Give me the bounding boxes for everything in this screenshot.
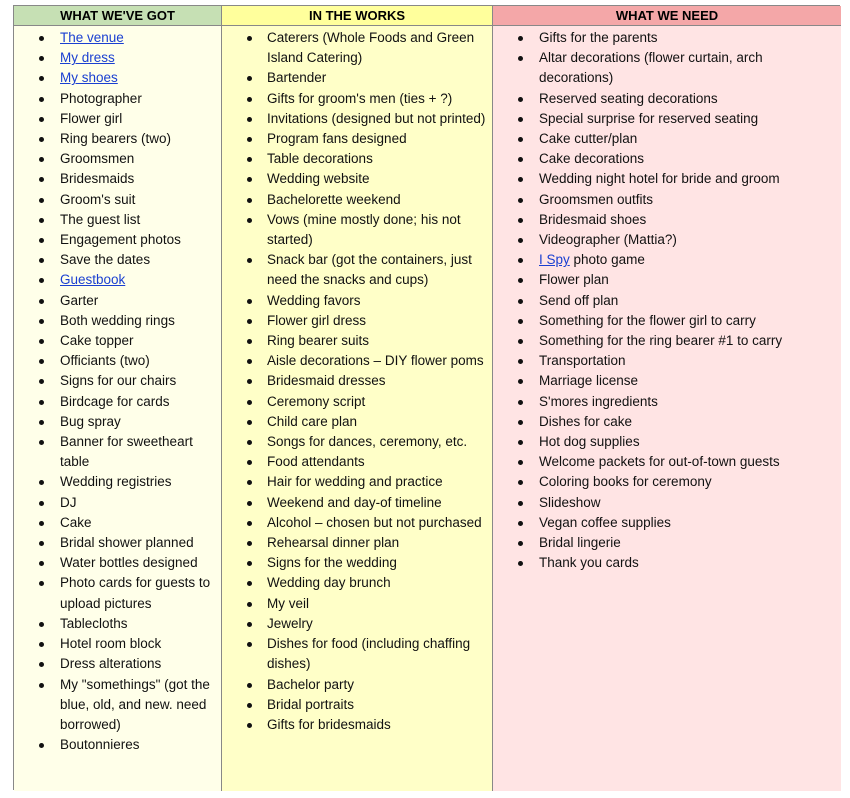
list-item: Hotel room block xyxy=(14,634,221,654)
list-item: Bartender xyxy=(222,68,492,88)
list-item: Bachelorette weekend xyxy=(222,190,492,210)
column-what-weve-got xyxy=(14,26,222,791)
list-item: Slideshow xyxy=(493,493,841,513)
list-item: Marriage license xyxy=(493,371,841,391)
list-item: Special surprise for reserved seating xyxy=(493,109,841,129)
list-item: Transportation xyxy=(493,351,841,371)
shoes-link[interactable]: My shoes xyxy=(60,70,118,86)
list-item: Cake decorations xyxy=(493,149,841,169)
list-item: Jewelry xyxy=(222,614,492,634)
list-item: Water bottles designed xyxy=(14,553,221,573)
list-item: Groomsmen outfits xyxy=(493,190,841,210)
list-item[interactable] xyxy=(493,250,841,270)
list-item: Aisle decorations – DIY flower poms xyxy=(222,351,492,371)
list-item: Alcohol – chosen but not purchased xyxy=(222,513,492,533)
list-item: Bridal portraits xyxy=(222,695,492,715)
list-item: Gifts for bridesmaids xyxy=(222,715,492,735)
list-item: Ceremony script xyxy=(222,392,492,412)
list-item: Boutonnieres xyxy=(14,735,221,755)
header-in-the-works: IN THE WORKS xyxy=(222,6,493,26)
list-item: Flower girl dress xyxy=(222,311,492,331)
checklist-table xyxy=(13,5,840,790)
list-item: Wedding registries xyxy=(14,472,221,492)
list-item: Send off plan xyxy=(493,291,841,311)
list-item[interactable] xyxy=(14,68,221,88)
list-item: Bachelor party xyxy=(222,675,492,695)
list-item: Officiants (two) xyxy=(14,351,221,371)
list-item: Thank you cards xyxy=(493,553,841,573)
list-item: Wedding website xyxy=(222,169,492,189)
list-item: My veil xyxy=(222,594,492,614)
list-item: Ring bearers (two) xyxy=(14,129,221,149)
list-item: Bug spray xyxy=(14,412,221,432)
list-item: Groomsmen xyxy=(14,149,221,169)
list-item: Coloring books for ceremony xyxy=(493,472,841,492)
list-item: S'mores ingredients xyxy=(493,392,841,412)
list-item: Videographer (Mattia?) xyxy=(493,230,841,250)
list-item: Cake topper xyxy=(14,331,221,351)
list-item: Child care plan xyxy=(222,412,492,432)
list-item: Banner for sweetheart table xyxy=(14,432,221,472)
list-item[interactable] xyxy=(14,270,221,290)
list-item: Dishes for food (including chaffing dishes) xyxy=(222,634,492,674)
list-item: Hair for wedding and practice xyxy=(222,472,492,492)
list-item: Dress alterations xyxy=(14,654,221,674)
works-list xyxy=(222,28,492,735)
list-item: Signs for our chairs xyxy=(14,371,221,391)
list-item: Invitations (designed but not printed) xyxy=(222,109,492,129)
list-item: Garter xyxy=(14,291,221,311)
list-item: Hot dog supplies xyxy=(493,432,841,452)
list-item: Photographer xyxy=(14,89,221,109)
list-item: Bridesmaid shoes xyxy=(493,210,841,230)
list-item: Bridesmaid dresses xyxy=(222,371,492,391)
i-spy-link[interactable]: I Spy xyxy=(539,252,570,268)
list-item: Songs for dances, ceremony, etc. xyxy=(222,432,492,452)
column-what-we-need xyxy=(493,26,841,791)
list-item: Vegan coffee supplies xyxy=(493,513,841,533)
column-in-the-works xyxy=(222,26,493,791)
list-item: Birdcage for cards xyxy=(14,392,221,412)
list-item: Wedding favors xyxy=(222,291,492,311)
list-item: Flower plan xyxy=(493,270,841,290)
got-list xyxy=(14,28,221,755)
list-item: Altar decorations (flower curtain, arch decorations) xyxy=(493,48,841,88)
list-item: Program fans designed xyxy=(222,129,492,149)
list-item: Cake xyxy=(14,513,221,533)
list-item: Bridesmaids xyxy=(14,169,221,189)
venue-link[interactable]: The venue xyxy=(60,30,124,45)
list-item: Rehearsal dinner plan xyxy=(222,533,492,553)
list-item: Signs for the wedding xyxy=(222,553,492,573)
list-item: Wedding day brunch xyxy=(222,573,492,593)
list-item: Food attendants xyxy=(222,452,492,472)
list-item: Both wedding rings xyxy=(14,311,221,331)
list-item: Gifts for groom's men (ties + ?) xyxy=(222,89,492,109)
list-item: Something for the ring bearer #1 to carry xyxy=(493,331,841,351)
list-item: Bridal shower planned xyxy=(14,533,221,553)
list-item: Wedding night hotel for bride and groom xyxy=(493,169,841,189)
list-item: Table decorations xyxy=(222,149,492,169)
list-item: Welcome packets for out-of-town guests xyxy=(493,452,841,472)
list-item: Dishes for cake xyxy=(493,412,841,432)
list-item: Save the dates xyxy=(14,250,221,270)
list-item: Groom's suit xyxy=(14,190,221,210)
list-item: My "somethings" (got the blue, old, and new. need borrowed) xyxy=(14,675,221,736)
guestbook-link[interactable]: Guestbook xyxy=(60,272,126,288)
header-what-weve-got: WHAT WE'VE GOT xyxy=(14,6,222,26)
list-item: Vows (mine mostly done; his not started) xyxy=(222,210,492,250)
need-list xyxy=(493,28,841,573)
list-item: Weekend and day-of timeline xyxy=(222,493,492,513)
list-item: Tablecloths xyxy=(14,614,221,634)
list-item[interactable] xyxy=(14,28,221,48)
list-item: The guest list xyxy=(14,210,221,230)
list-item: DJ xyxy=(14,493,221,513)
list-item: Engagement photos xyxy=(14,230,221,250)
list-item: Bridal lingerie xyxy=(493,533,841,553)
list-item: Flower girl xyxy=(14,109,221,129)
list-item: Ring bearer suits xyxy=(222,331,492,351)
list-item: Something for the flower girl to carry xyxy=(493,311,841,331)
photo-game-text: photo game xyxy=(573,252,645,268)
list-item: Photo cards for guests to upload pictures xyxy=(14,573,221,613)
header-what-we-need: WHAT WE NEED xyxy=(493,6,841,26)
dress-link[interactable]: My dress xyxy=(60,50,115,66)
list-item: Cake cutter/plan xyxy=(493,129,841,149)
list-item[interactable] xyxy=(14,48,221,68)
list-item: Caterers (Whole Foods and Green Island Catering) xyxy=(222,28,492,68)
list-item: Snack bar (got the containers, just need the snacks and cups) xyxy=(222,250,492,290)
list-item: Gifts for the parents xyxy=(493,28,841,48)
list-item: Reserved seating decorations xyxy=(493,89,841,109)
